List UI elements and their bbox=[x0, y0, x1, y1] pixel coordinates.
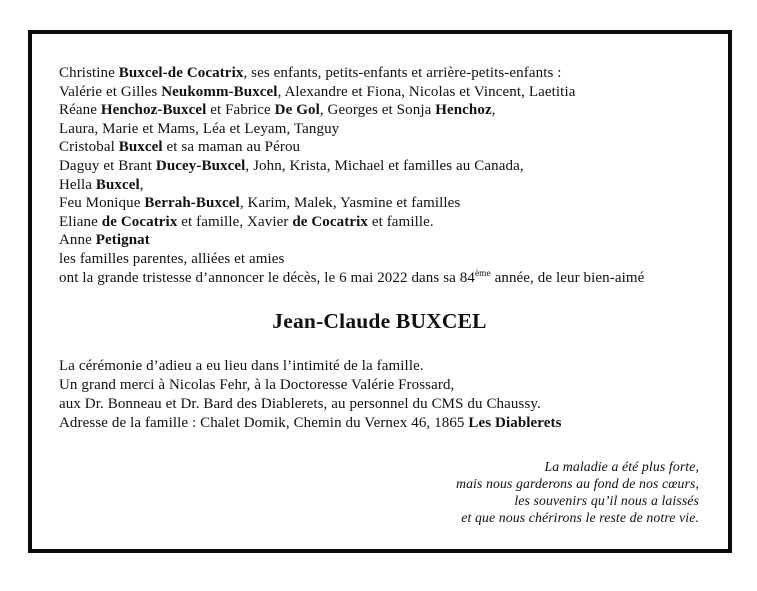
family-line: Cristobal Buxcel et sa maman au Pérou bbox=[59, 139, 301, 156]
family-line: Réane Henchoz-Buxcel et Fabrice De Gol, Georges et Sonja Henchoz, bbox=[59, 102, 496, 119]
family-list bbox=[59, 64, 700, 287]
ceremony-info bbox=[59, 357, 700, 433]
family-line: Eliane de Cocatrix et famille, Xavier de Cocatrix et famille. bbox=[59, 213, 434, 230]
family-line: les familles parentes, alliées et amies bbox=[59, 250, 285, 267]
verse-line: mais nous garderons au fond de nos cœurs, bbox=[456, 475, 699, 491]
family-line: Anne Petignat bbox=[59, 232, 150, 249]
obituary-frame bbox=[28, 30, 732, 553]
info-line: La cérémonie d’adieu a eu lieu dans l’intimité de la famille. bbox=[59, 358, 424, 375]
family-line: Daguy et Brant Ducey-Buxcel, John, Krista, Michael et familles au Canada, bbox=[59, 157, 524, 174]
info-line: Un grand merci à Nicolas Fehr, à la Doctoresse Valérie Frossard, bbox=[59, 377, 455, 394]
family-line: Laura, Marie et Mams, Léa et Leyam, Tanguy bbox=[59, 120, 340, 137]
family-line: Christine Buxcel-de Cocatrix, ses enfants, petits-enfants et arrière-petits-enfants : bbox=[59, 65, 562, 81]
family-line: Valérie et Gilles Neukomm-Buxcel, Alexandre et Fiona, Nicolas et Vincent, Laetitia bbox=[59, 83, 576, 100]
info-line: aux Dr. Bonneau et Dr. Bard des Diablerets, au personnel du CMS du Chaussy. bbox=[59, 396, 541, 413]
verse-line: les souvenirs qu’il nous a laissés bbox=[514, 492, 699, 508]
memorial-verse bbox=[59, 459, 700, 526]
family-line: Feu Monique Berrah-Buxcel, Karim, Malek, Yasmine et familles bbox=[59, 195, 461, 212]
family-line: Hella Buxcel, bbox=[59, 176, 144, 193]
verse-line: La maladie a été plus forte, bbox=[544, 459, 699, 475]
deceased-name: Jean-Claude BUXCEL bbox=[272, 309, 487, 334]
info-line: Adresse de la famille : Chalet Domik, Chemin du Vernex 46, 1865 Les Diablerets bbox=[59, 415, 562, 432]
family-line: ont la grande tristesse d’annoncer le décès, le 6 mai 2022 dans sa 84ème année, de leur bien-aimé bbox=[59, 268, 645, 286]
obituary-content bbox=[32, 34, 728, 526]
verse-line: et que nous chérirons le reste de notre vie. bbox=[461, 509, 699, 525]
